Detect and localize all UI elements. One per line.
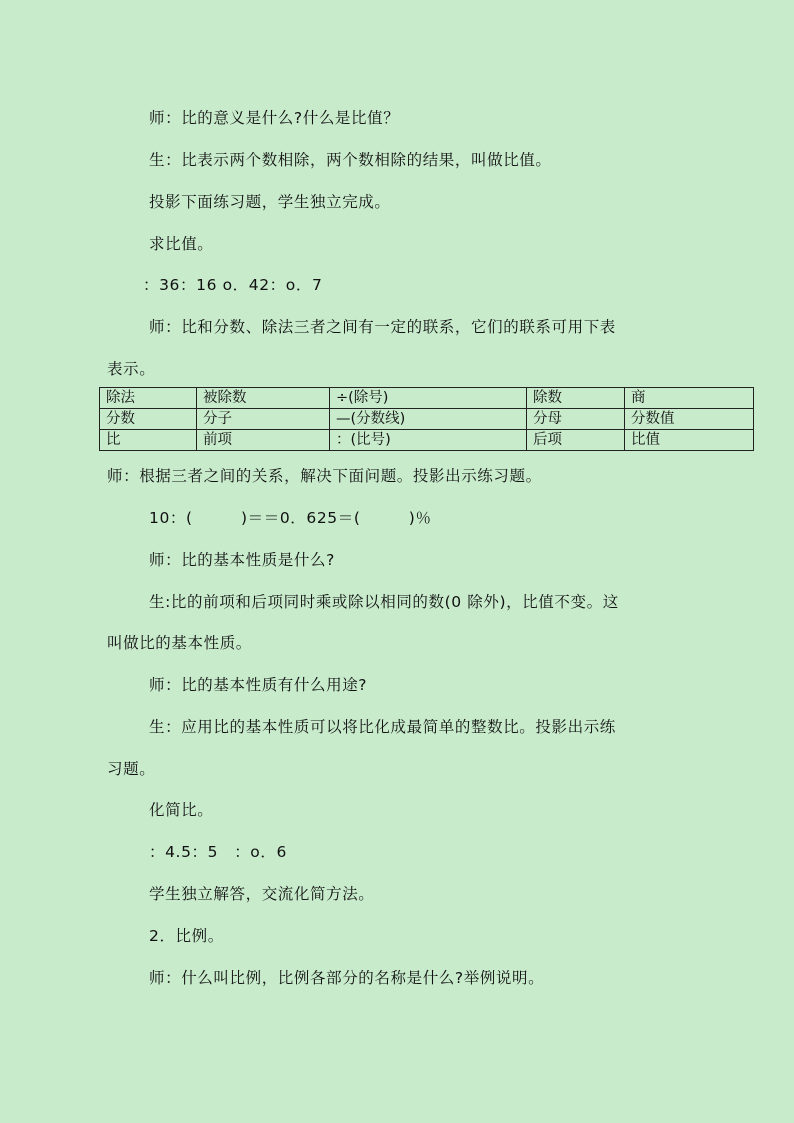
table-cell: 分母 (527, 409, 625, 430)
text-line-2: 生：比表示两个数相除，两个数相除的结果，叫做比值。 (149, 151, 552, 169)
text-line-7: 表示。 (107, 360, 156, 378)
text-line-13: 师：比的基本性质有什么用途? (149, 676, 368, 694)
table-row (100, 430, 754, 451)
table-cell: 后项 (527, 430, 625, 451)
text-line-5: ：36：16 o．42：o．7 (143, 276, 323, 294)
text-line-6: 师：比和分数、除法三者之间有一定的联系，它们的联系可用下表 (149, 318, 616, 336)
table-cell: 除法 (100, 388, 197, 409)
table-cell: 比 (100, 430, 197, 451)
table-cell: 分子 (197, 409, 330, 430)
text-line-14: 生：应用比的基本性质可以将比化成最简单的整数比。投影出示练 (149, 718, 616, 736)
text-line-1: 师：比的意义是什么?什么是比值？ (149, 109, 400, 127)
text-line-20: 师：什么叫比例，比例各部分的名称是什么?举例说明。 (149, 969, 545, 987)
text-line-16: 化简比。 (149, 801, 214, 819)
table-cell: 分数 (100, 409, 197, 430)
text-line-4: 求比值。 (149, 235, 214, 253)
table-cell: 商 (625, 388, 754, 409)
text-line-15: 习题。 (107, 760, 156, 778)
text-line-9: 10：( )＝＝0．625＝( )％ (149, 509, 432, 527)
text-line-10: 师：比的基本性质是什么? (149, 551, 335, 569)
table-row (100, 388, 754, 409)
text-line-19: 2．比例。 (149, 927, 224, 945)
relation-table (99, 387, 754, 451)
table-cell: ÷(除号) (330, 388, 527, 409)
table-cell: 前项 (197, 430, 330, 451)
table-cell: —(分数线) (330, 409, 527, 430)
table-cell: 除数 (527, 388, 625, 409)
table-row (100, 409, 754, 430)
table-cell: 比值 (625, 430, 754, 451)
text-line-11: 生:比的前项和后项同时乘或除以相同的数(0 除外)，比值不变。这 (149, 593, 619, 611)
text-line-17: ：4.5：5 ：o．6 (149, 843, 287, 861)
text-line-12: 叫做比的基本性质。 (107, 634, 252, 652)
text-line-8: 师：根据三者之间的关系，解决下面问题。投影出示练习题。 (107, 467, 542, 485)
text-line-3: 投影下面练习题，学生独立完成。 (149, 193, 391, 211)
table-cell: 分数值 (625, 409, 754, 430)
table-cell: 被除数 (197, 388, 330, 409)
text-line-18: 学生独立解答，交流化简方法。 (149, 885, 375, 903)
table-cell: ：(比号) (330, 430, 527, 451)
